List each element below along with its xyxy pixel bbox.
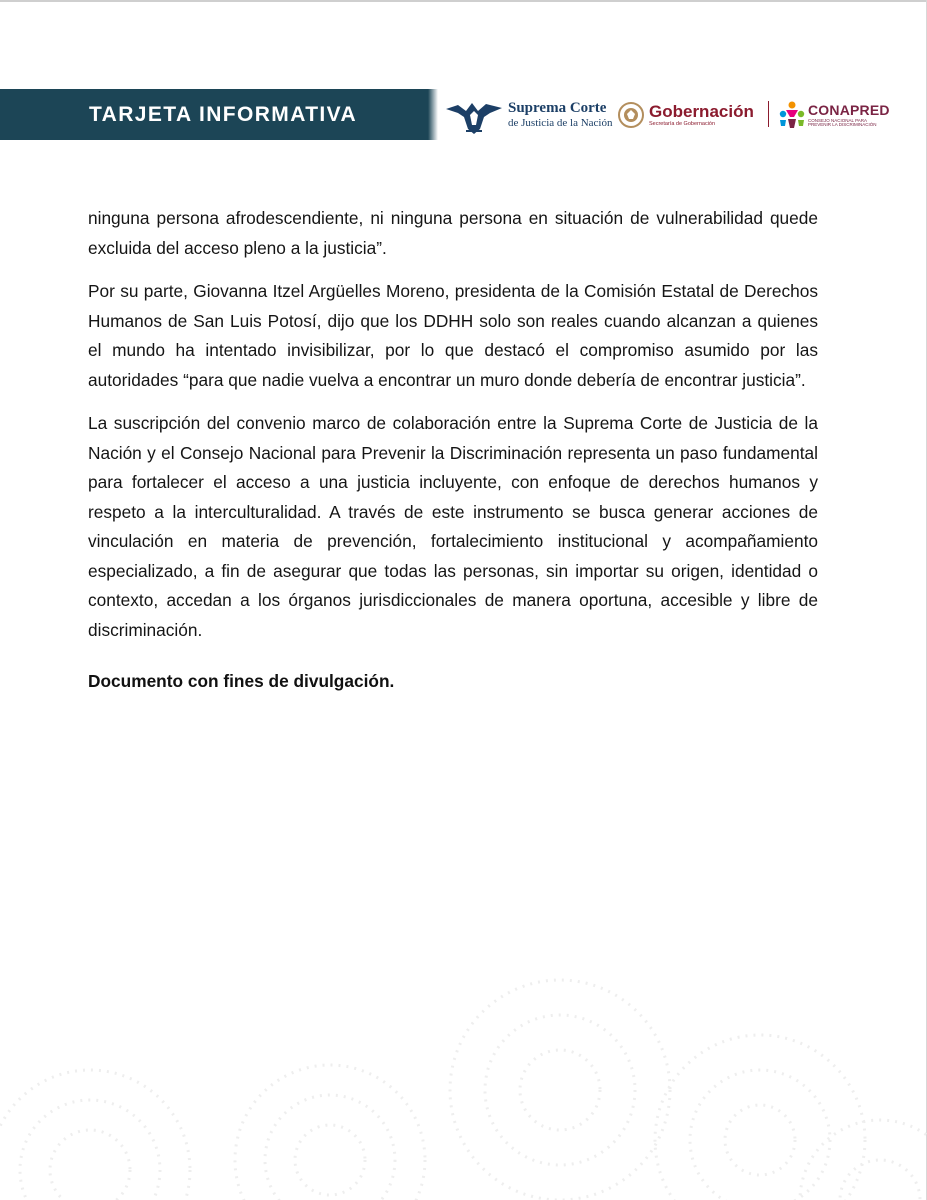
scjn-name: Suprema Corte	[508, 100, 607, 116]
institution-logos	[440, 93, 900, 137]
decorative-watermark-pattern	[0, 960, 927, 1200]
header-band	[0, 89, 428, 140]
closing-statement: Documento con fines de divulgación.	[88, 671, 395, 691]
document-title: TARJETA INFORMATIVA	[89, 102, 358, 126]
body-paragraph: La suscripción del convenio marco de colaboración entre la Suprema Corte de Justicia de la Nación y el Consejo Nacional para Prevenir la Discriminación representa un paso fundamental para fortalecer el acceso a una justicia incluyente, con enfoque de derechos humanos y respeto a la interculturalidad. A través de este instrumento se busca generar acciones de vinculación en materia de prevención, fortalecimiento institucional y acompañamiento especializado, a fin de asegurar que todas las personas, sin importar su origen, identidad o contexto, accedan a los órganos jurisdiccionales de manera oportuna, accesible y libre de discriminación.	[88, 413, 818, 640]
document-body	[88, 204, 818, 692]
logo-divider	[768, 101, 769, 127]
conapred-subtitle: CONSEJO NACIONAL PARA PREVENIR LA DISCRIMINACIÓN	[808, 117, 877, 127]
page-top-border	[0, 0, 927, 2]
body-paragraph: Por su parte, Giovanna Itzel Argüelles Moreno, presidenta de la Comisión Estatal de Derechos Humanos de San Luis Potosí, dijo que los DDHH solo son reales cuando alcanzan a quienes el mundo ha intentado invisibilizar, por lo que destacó el compromiso asumido por las autoridades “para que nadie vuelva a encontrar un muro donde debería de encontrar justicia”.	[88, 281, 818, 390]
conapred-name: CONAPRED	[808, 101, 890, 118]
gobernacion-name: Gobernación	[649, 101, 754, 121]
gobernacion-subtitle: Secretaría de Gobernación	[649, 120, 716, 127]
scjn-subtitle: de Justicia de la Nación	[508, 117, 613, 129]
body-paragraph: ninguna persona afrodescendiente, ni ninguna persona en situación de vulnerabilidad quede excluida del acceso pleno a la justicia”.	[88, 208, 818, 258]
conapred-logo	[778, 93, 890, 137]
people-mark-icon	[778, 100, 806, 130]
gobernacion-logo	[618, 93, 754, 137]
national-seal-icon	[618, 102, 644, 128]
eagle-emblem-icon	[444, 95, 504, 135]
scjn-logo	[444, 93, 612, 137]
